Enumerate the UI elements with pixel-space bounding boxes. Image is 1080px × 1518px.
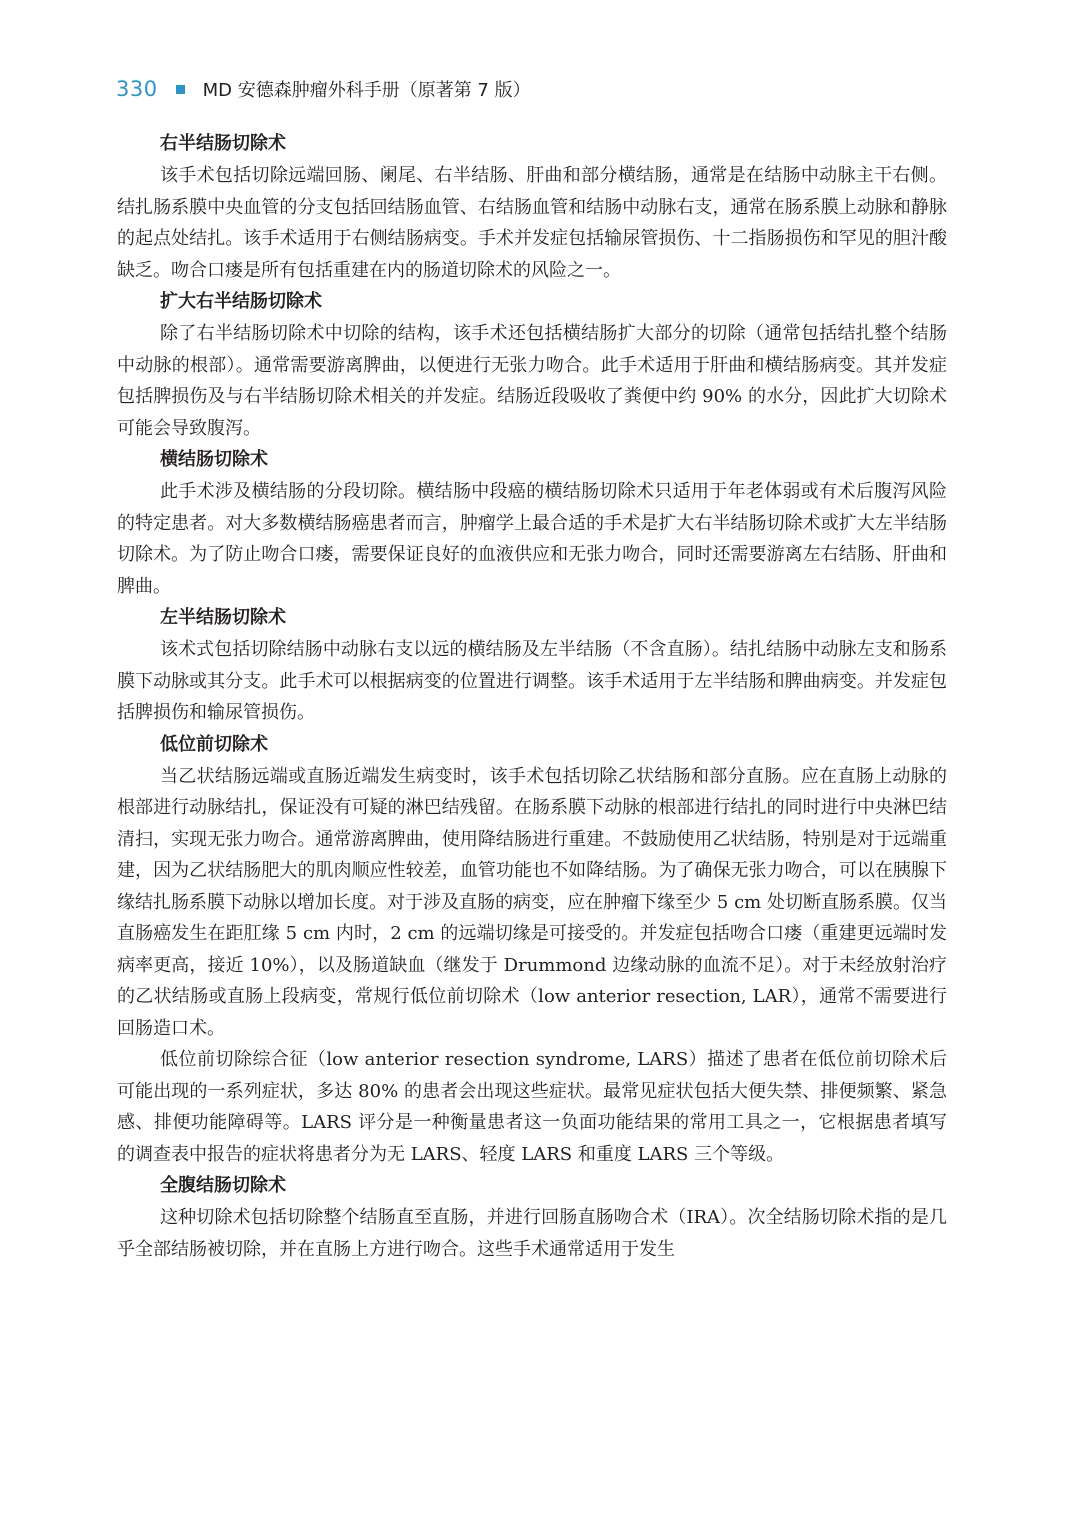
section-heading: 右半结肠切除术 xyxy=(160,133,286,154)
section-heading: 全腹结肠切除术 xyxy=(160,1175,286,1196)
page-number: 330 xyxy=(116,77,158,101)
section-total-abdominal-colectomy xyxy=(117,1170,947,1265)
section-left-hemicolectomy xyxy=(117,602,947,729)
section-heading: 左半结肠切除术 xyxy=(160,607,286,628)
section-heading: 低位前切除术 xyxy=(160,733,268,755)
paragraph: 该手术包括切除远端回肠、阑尾、右半结肠、肝曲和部分横结肠，通常是在结肠中动脉主干右侧。结扎肠系膜中央血管的分支包括回结肠血管、右结肠血管和结肠中动脉右支，通常在肠系膜上动脉和静脉的起点处结扎。该手术适用于右侧结肠病变。手术并发症包括输尿管损伤、十二指肠损伤和罕见的胆汁酸缺乏。吻合口瘘是所有包括重建在内的肠道切除术的风险之一。 xyxy=(117,165,947,281)
section-heading: 扩大右半结肠切除术 xyxy=(160,291,322,312)
paragraph: 低位前切除综合征（low anterior resection syndrome, LARS）描述了患者在低位前切除术后可能出现的一系列症状，多达 80% 的患者会出现这些症状。最常见症状包括大便失禁、排便频繁、紧急感、排便功能障碍等。LARS 评分是一种衡量患者这一负面功能结果的常用工具之一，它根据患者填写的调查表中报告的症状将患者分为无 LARS、轻度 LARS 和重度 LARS 三个等级。 xyxy=(117,1049,947,1165)
section-right-hemicolectomy xyxy=(117,128,947,286)
section-transverse-colectomy xyxy=(117,444,947,602)
page-body xyxy=(117,128,947,1265)
section-extended-right-hemicolectomy xyxy=(117,286,947,444)
paragraph: 此手术涉及横结肠的分段切除。横结肠中段癌的横结肠切除术只适用于年老体弱或有术后腹泻风险的特定患者。对大多数横结肠癌患者而言，肿瘤学上最合适的手术是扩大右半结肠切除术或扩大左半结肠切除术。为了防止吻合口瘘，需要保证良好的血液供应和无张力吻合，同时还需要游离左右结肠、肝曲和脾曲。 xyxy=(117,481,947,597)
square-bullet-icon xyxy=(176,85,185,94)
book-title: MD 安德森肿瘤外科手册（原著第 7 版） xyxy=(202,80,531,101)
section-low-anterior-resection xyxy=(117,729,947,1171)
paragraph: 这种切除术包括切除整个结肠直至直肠，并进行回肠直肠吻合术（IRA）。次全结肠切除术指的是几乎全部结肠被切除，并在直肠上方进行吻合。这些手术通常适用于发生 xyxy=(117,1207,947,1260)
section-heading: 横结肠切除术 xyxy=(160,449,268,470)
paragraph: 该术式包括切除结肠中动脉右支以远的横结肠及左半结肠（不含直肠）。结扎结肠中动脉左支和肠系膜下动脉或其分支。此手术可以根据病变的位置进行调整。该手术适用于左半结肠和脾曲病变。并发症包括脾损伤和输尿管损伤。 xyxy=(117,639,947,723)
running-header xyxy=(116,74,531,104)
paragraph: 当乙状结肠远端或直肠近端发生病变时，该手术包括切除乙状结肠和部分直肠。应在直肠上动脉的根部进行动脉结扎，保证没有可疑的淋巴结残留。在肠系膜下动脉的根部进行结扎的同时进行中央淋巴结清扫，实现无张力吻合。通常游离脾曲，使用降结肠进行重建。不鼓励使用乙状结肠，特别是对于远端重建，因为乙状结肠肥大的肌肉顺应性较差，血管功能也不如降结肠。为了确保无张力吻合，可以在胰腺下缘结扎肠系膜下动脉以增加长度。对于涉及直肠的病变，应在肿瘤下缘至少 5 cm 处切断直肠系膜。仅当直肠癌发生在距肛缘 5 cm 内时，2 cm 的远端切缘是可接受的。并发症包括吻合口瘘（重建更远端时发病率更高，接近 10%），以及肠道缺血（继发于 Drummond 边缘动脉的血流不足）。对于未经放射治疗的乙状结肠或直肠上段病变，常规行低位前切除术（low anterior resection, LAR），通常不需要进行回肠造口术。 xyxy=(117,765,947,1039)
paragraph: 除了右半结肠切除术中切除的结构，该手术还包括横结肠扩大部分的切除（通常包括结扎整个结肠中动脉的根部）。通常需要游离脾曲，以便进行无张力吻合。此手术适用于肝曲和横结肠病变。其并发症包括脾损伤及与右半结肠切除术相关的并发症。结肠近段吸收了粪便中约 90% 的水分，因此扩大切除术可能会导致腹泻。 xyxy=(117,323,947,439)
